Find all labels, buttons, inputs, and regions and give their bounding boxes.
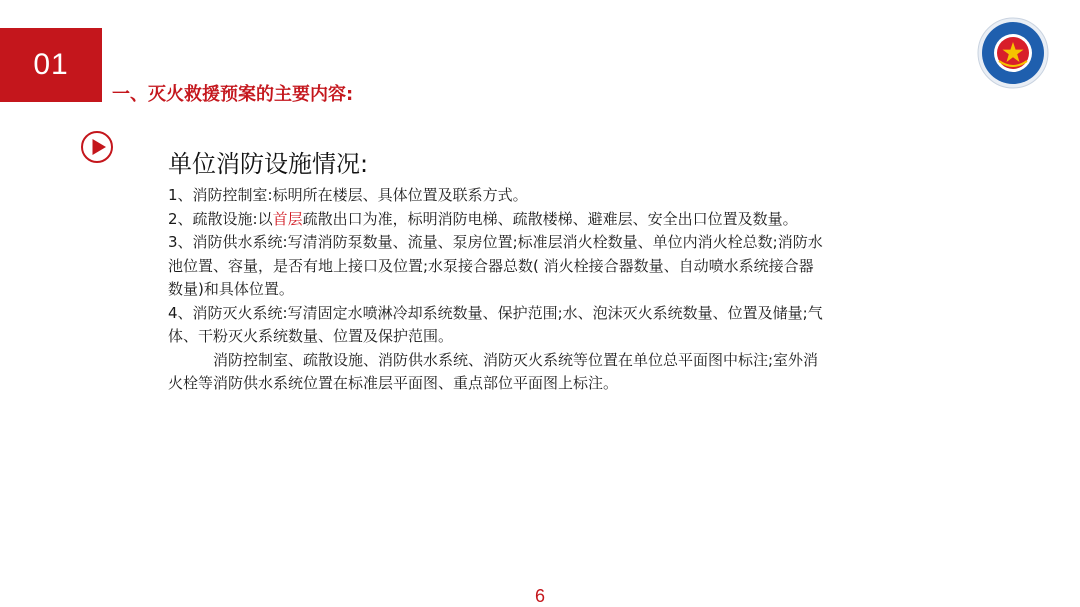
- item-water-supply: 3、消防供水系统:写清消防泵数量、流量、泵房位置;标准层消火栓数量、单位内消火栓总数;消防水池位置、容量，是否有地上接口及位置;水泵接合器总数( 消火栓接合器数量、自动喷水系统接合器数量)和具体位置。: [168, 233, 823, 298]
- content-heading: 单位消防设施情况:: [168, 150, 369, 178]
- fire-rescue-emblem-icon: [977, 17, 1049, 89]
- item-control-room: 1、消防控制室:标明所在楼层、具体位置及联系方式。: [168, 186, 528, 204]
- item-extinguishing: 4、消防灭火系统:写清固定水喷淋冷却系统数量、保护范围;水、泡沫灭火系统数量、位置及储量;气体、干粉灭火系统数量、位置及保护范围。: [168, 303, 823, 345]
- section-number: 01: [33, 48, 69, 81]
- item-evacuation-text-after: 疏散出口为准，标明消防电梯、疏散楼梯、避难层、安全出口位置及数量。: [302, 209, 798, 228]
- item-evacuation-text-before: 2、疏散设施:以: [168, 209, 273, 228]
- section-number-badge: [0, 28, 102, 102]
- play-circle-icon: [80, 130, 114, 164]
- note-paragraph: 消防控制室、疏散设施、消防供水系统、消防灭火系统等位置在单位总平面图中标注;室外消火栓等消防供水系统位置在标准层平面图、重点部位平面图上标注。: [168, 350, 819, 392]
- page-number: 6: [534, 586, 545, 606]
- item-evacuation: [168, 208, 828, 232]
- content-block: [168, 148, 828, 396]
- highlight-ground-floor: 首层: [272, 209, 303, 228]
- section-title: 一、灭火救援预案的主要内容:: [112, 84, 354, 105]
